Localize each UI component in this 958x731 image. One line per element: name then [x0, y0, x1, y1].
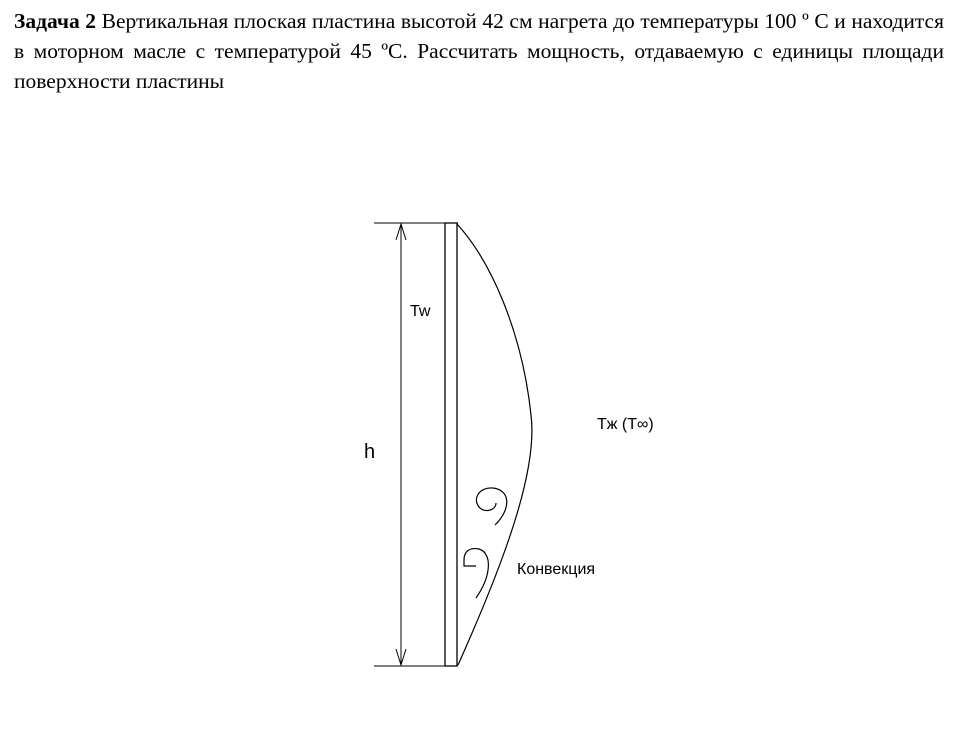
problem-body: Вертикальная плоская пластина высотой 42 см нагрета до температуры 100 º С и находится в моторном масле с температурой 45 ºС. Рассчитать мощность, отдаваемую с единицы площади поверхности пластины [14, 9, 944, 93]
fluid-temperature-label: Tж (T∞) [597, 416, 654, 433]
convection-swirl-upper-icon [476, 488, 506, 525]
height-label: h [364, 441, 376, 463]
problem-heading: Задача 2 [14, 9, 97, 33]
vertical-plate [445, 223, 457, 666]
boundary-layer-profile [457, 224, 532, 665]
wall-temperature-label: Tw [410, 303, 431, 320]
convection-swirl-lower-icon [464, 549, 488, 598]
height-dimension-arrow [396, 224, 406, 665]
convection-label: Конвекция [517, 561, 596, 578]
